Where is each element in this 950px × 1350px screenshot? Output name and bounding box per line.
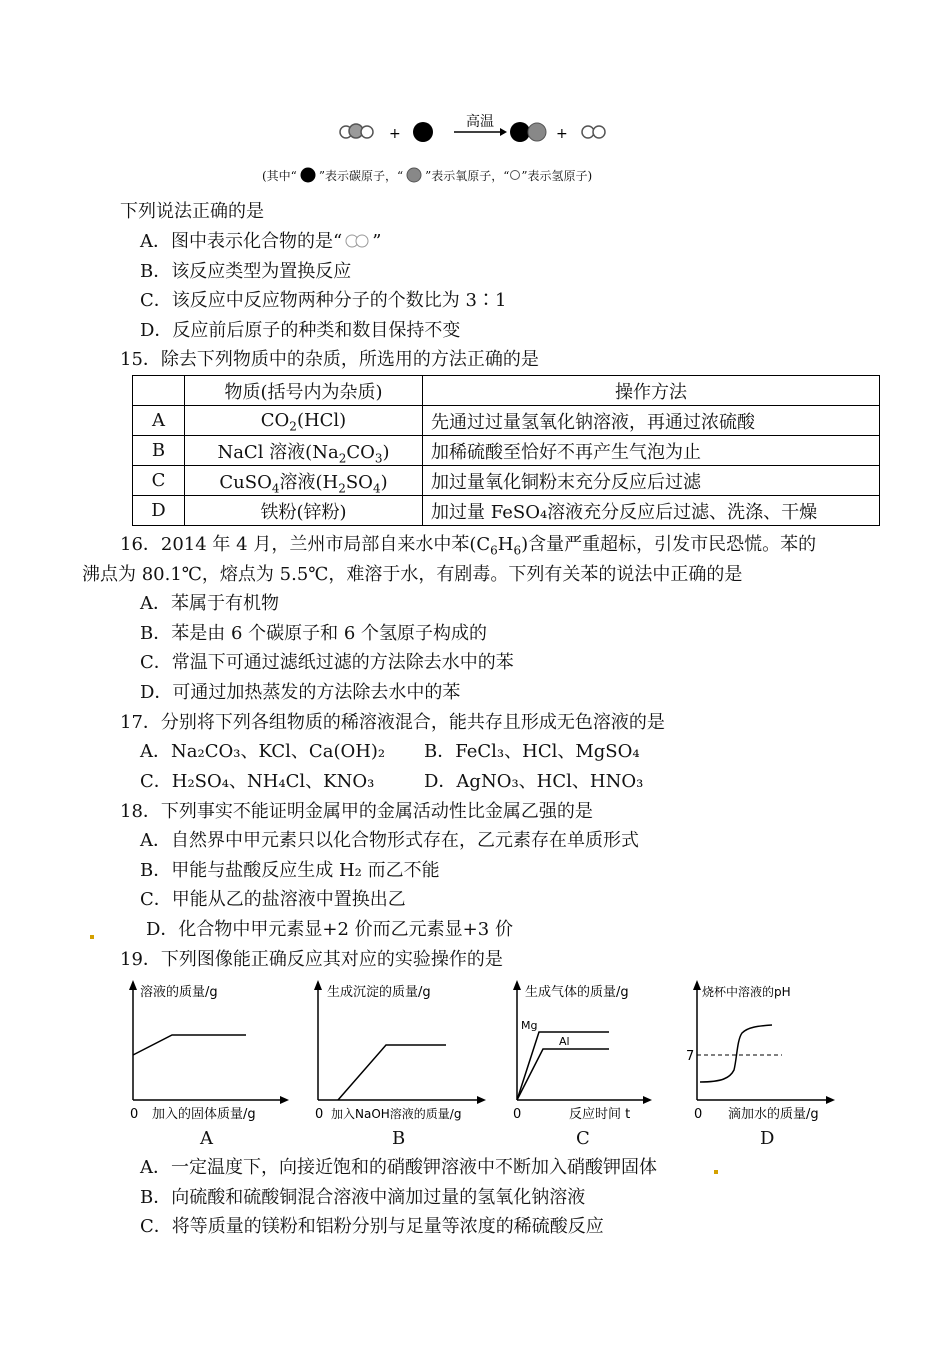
condition-label: 高温 bbox=[466, 114, 494, 130]
row-label: D bbox=[133, 496, 185, 526]
row-method: 加过量氧化铜粉末充分反应后过滤 bbox=[423, 466, 880, 496]
x-label: 加入NaOH溶液的质量/g bbox=[331, 1107, 462, 1121]
product-co-molecule bbox=[510, 122, 546, 142]
ph-7-label: 7 bbox=[686, 1049, 695, 1064]
table-row bbox=[133, 466, 880, 496]
q18-option-d: D．化合物中甲元素显+2 价而乙元素显+3 价 bbox=[146, 919, 513, 940]
hydrogen-atom-icon bbox=[509, 169, 521, 181]
row-method: 先通过过量氢氧化钠溶液，再通过浓硫酸 bbox=[423, 406, 880, 436]
x-label: 加入的固体质量/g bbox=[152, 1107, 256, 1122]
x-label: 滴加水的质量/g bbox=[728, 1107, 819, 1122]
q18-stem: 18．下列事实不能证明金属甲的金属活动性比金属乙强的是 bbox=[120, 801, 593, 822]
table-row bbox=[133, 406, 880, 436]
graph-a bbox=[118, 978, 290, 1123]
series-label-al: Al bbox=[559, 1035, 570, 1048]
table-row bbox=[133, 496, 880, 526]
q19-stem: 19．下列图像能正确反应其对应的实验操作的是 bbox=[120, 949, 503, 970]
graph-b bbox=[303, 978, 488, 1123]
row-method: 加过量 FeSO₄溶液充分反应后过滤、洗涤、干燥 bbox=[423, 496, 880, 526]
header-method: 操作方法 bbox=[423, 376, 880, 406]
row-substance: CuSO$_4$溶液$(H_2SO_4)$ bbox=[185, 466, 423, 496]
row-label: A bbox=[133, 406, 185, 436]
x-axis-arrow bbox=[643, 1096, 652, 1104]
row-label: B bbox=[133, 436, 185, 466]
origin-label: 0 bbox=[694, 1107, 703, 1122]
row-substance: 铁粉(锌粉) bbox=[185, 496, 423, 526]
q16-option-d: D．可通过加热蒸发的方法除去水中的苯 bbox=[140, 682, 461, 703]
curve bbox=[338, 1045, 446, 1100]
graph-label-b: B bbox=[392, 1128, 406, 1149]
q17-option-c: C．H₂SO₄、NH₄Cl、KNO₃ bbox=[140, 771, 375, 792]
x-axis-arrow bbox=[280, 1096, 289, 1104]
q17-stem: 17．分别将下列各组物质的稀溶液混合，能共存且形成无色溶液的是 bbox=[120, 712, 665, 733]
origin-label: 0 bbox=[513, 1107, 522, 1122]
arrow-head bbox=[500, 128, 507, 136]
q16-stem-line1: 16．2014 年 4 月，兰州市局部自来水中苯$(C_6H_6)$含量严重超标，引发市民恐慌。苯的 bbox=[120, 534, 817, 558]
table-row bbox=[133, 436, 880, 466]
plus-sign-2: + bbox=[556, 126, 568, 142]
plus-sign: + bbox=[389, 126, 401, 142]
q16-option-b: B．苯是由 6 个碳原子和 6 个氢原子构成的 bbox=[140, 623, 488, 644]
reactant-water-molecule bbox=[340, 124, 373, 138]
diagram-caption: (其中“ ”表示碳原子，“ ”表示氧原子，“ ”表示氢原子) bbox=[262, 169, 593, 183]
x-axis-arrow bbox=[477, 1096, 486, 1104]
q14-option-d: D．反应前后原子的种类和数目保持不变 bbox=[140, 320, 461, 341]
y-label: 烧杯中溶液的pH bbox=[702, 985, 791, 999]
q17-option-b: B．FeCl₃、HCl、MgSO₄ bbox=[424, 741, 640, 762]
graph-d bbox=[682, 978, 837, 1123]
reactant-carbon-atom bbox=[413, 122, 433, 142]
q18-option-c: C．甲能从乙的盐溶液中置换出乙 bbox=[140, 889, 406, 910]
row-substance: $CO_2(HCl)$ bbox=[185, 406, 423, 436]
curve bbox=[133, 1035, 246, 1055]
q19-option-a: A．一定温度下，向接近饱和的硝酸钾溶液中不断加入硝酸钾固体 bbox=[140, 1157, 657, 1178]
row-label: C bbox=[133, 466, 185, 496]
q16-option-c: C．常温下可通过滤纸过滤的方法除去水中的苯 bbox=[140, 652, 514, 673]
q15-stem: 15．除去下列物质中的杂质，所选用的方法正确的是 bbox=[120, 349, 539, 370]
q17-option-a: A．Na₂CO₃、KCl、Ca(OH)₂ bbox=[140, 741, 386, 762]
graph-label-a: A bbox=[200, 1128, 213, 1149]
q16-option-a: A．苯属于有机物 bbox=[140, 593, 279, 614]
row-method: 加稀硫酸至恰好不再产生气泡为止 bbox=[423, 436, 880, 466]
y-label: 生成沉淀的质量/g bbox=[327, 985, 431, 1000]
carbon-atom-icon bbox=[297, 167, 319, 183]
origin-label: 0 bbox=[130, 1107, 139, 1122]
x-axis-arrow bbox=[826, 1096, 835, 1104]
q14-stem: 下列说法正确的是 bbox=[120, 201, 264, 222]
y-axis-arrow bbox=[129, 980, 137, 990]
x-label: 反应时间 t bbox=[569, 1107, 631, 1122]
q14-option-a: A．图中表示化合物的是“ ” bbox=[140, 231, 382, 252]
q15-table bbox=[132, 375, 880, 526]
table-header-row bbox=[133, 376, 880, 406]
header-substance: 物质(括号内为杂质) bbox=[185, 376, 423, 406]
q19-option-b: B．向硫酸和硫酸铜混合溶液中滴加过量的氢氧化钠溶液 bbox=[140, 1187, 586, 1208]
curve bbox=[700, 1025, 772, 1082]
oxygen-atom-icon bbox=[403, 167, 425, 183]
q16-stem-line2: 沸点为 80.1℃，熔点为 5.5℃，难溶于水，有剧毒。下列有关苯的说法中正确的是 bbox=[82, 564, 743, 585]
q14-option-c: C．该反应中反应物两种分子的个数比为 3∶1 bbox=[140, 290, 507, 311]
h2-molecule-icon bbox=[342, 233, 372, 249]
y-label: 生成气体的质量/g bbox=[525, 985, 629, 1000]
q18-option-b: B．甲能与盐酸反应生成 H₂ 而乙不能 bbox=[140, 860, 440, 881]
q19-option-c: C．将等质量的镁粉和铝粉分别与足量等浓度的稀硫酸反应 bbox=[140, 1216, 604, 1237]
y-axis-arrow bbox=[693, 980, 701, 990]
q14-option-b: B．该反应类型为置换反应 bbox=[140, 261, 352, 282]
graph-label-c: C bbox=[576, 1128, 590, 1149]
series-label-mg: Mg bbox=[521, 1019, 538, 1032]
origin-label: 0 bbox=[315, 1107, 324, 1122]
stray-mark bbox=[90, 935, 94, 939]
graph-label-d: D bbox=[760, 1128, 775, 1149]
stray-mark-2 bbox=[714, 1170, 718, 1174]
graph-c bbox=[503, 978, 653, 1123]
header-blank bbox=[133, 376, 185, 406]
y-axis-arrow bbox=[314, 980, 322, 990]
y-label: 溶液的质量/g bbox=[140, 985, 218, 1000]
row-substance: NaCl 溶液$(Na_2CO_3)$ bbox=[185, 436, 423, 466]
product-h2-molecule bbox=[582, 126, 605, 138]
y-axis-arrow bbox=[513, 980, 521, 990]
q17-option-d: D．AgNO₃、HCl、HNO₃ bbox=[424, 771, 644, 792]
q18-option-a: A．自然界中甲元素只以化合物形式存在，乙元素存在单质形式 bbox=[140, 830, 639, 851]
